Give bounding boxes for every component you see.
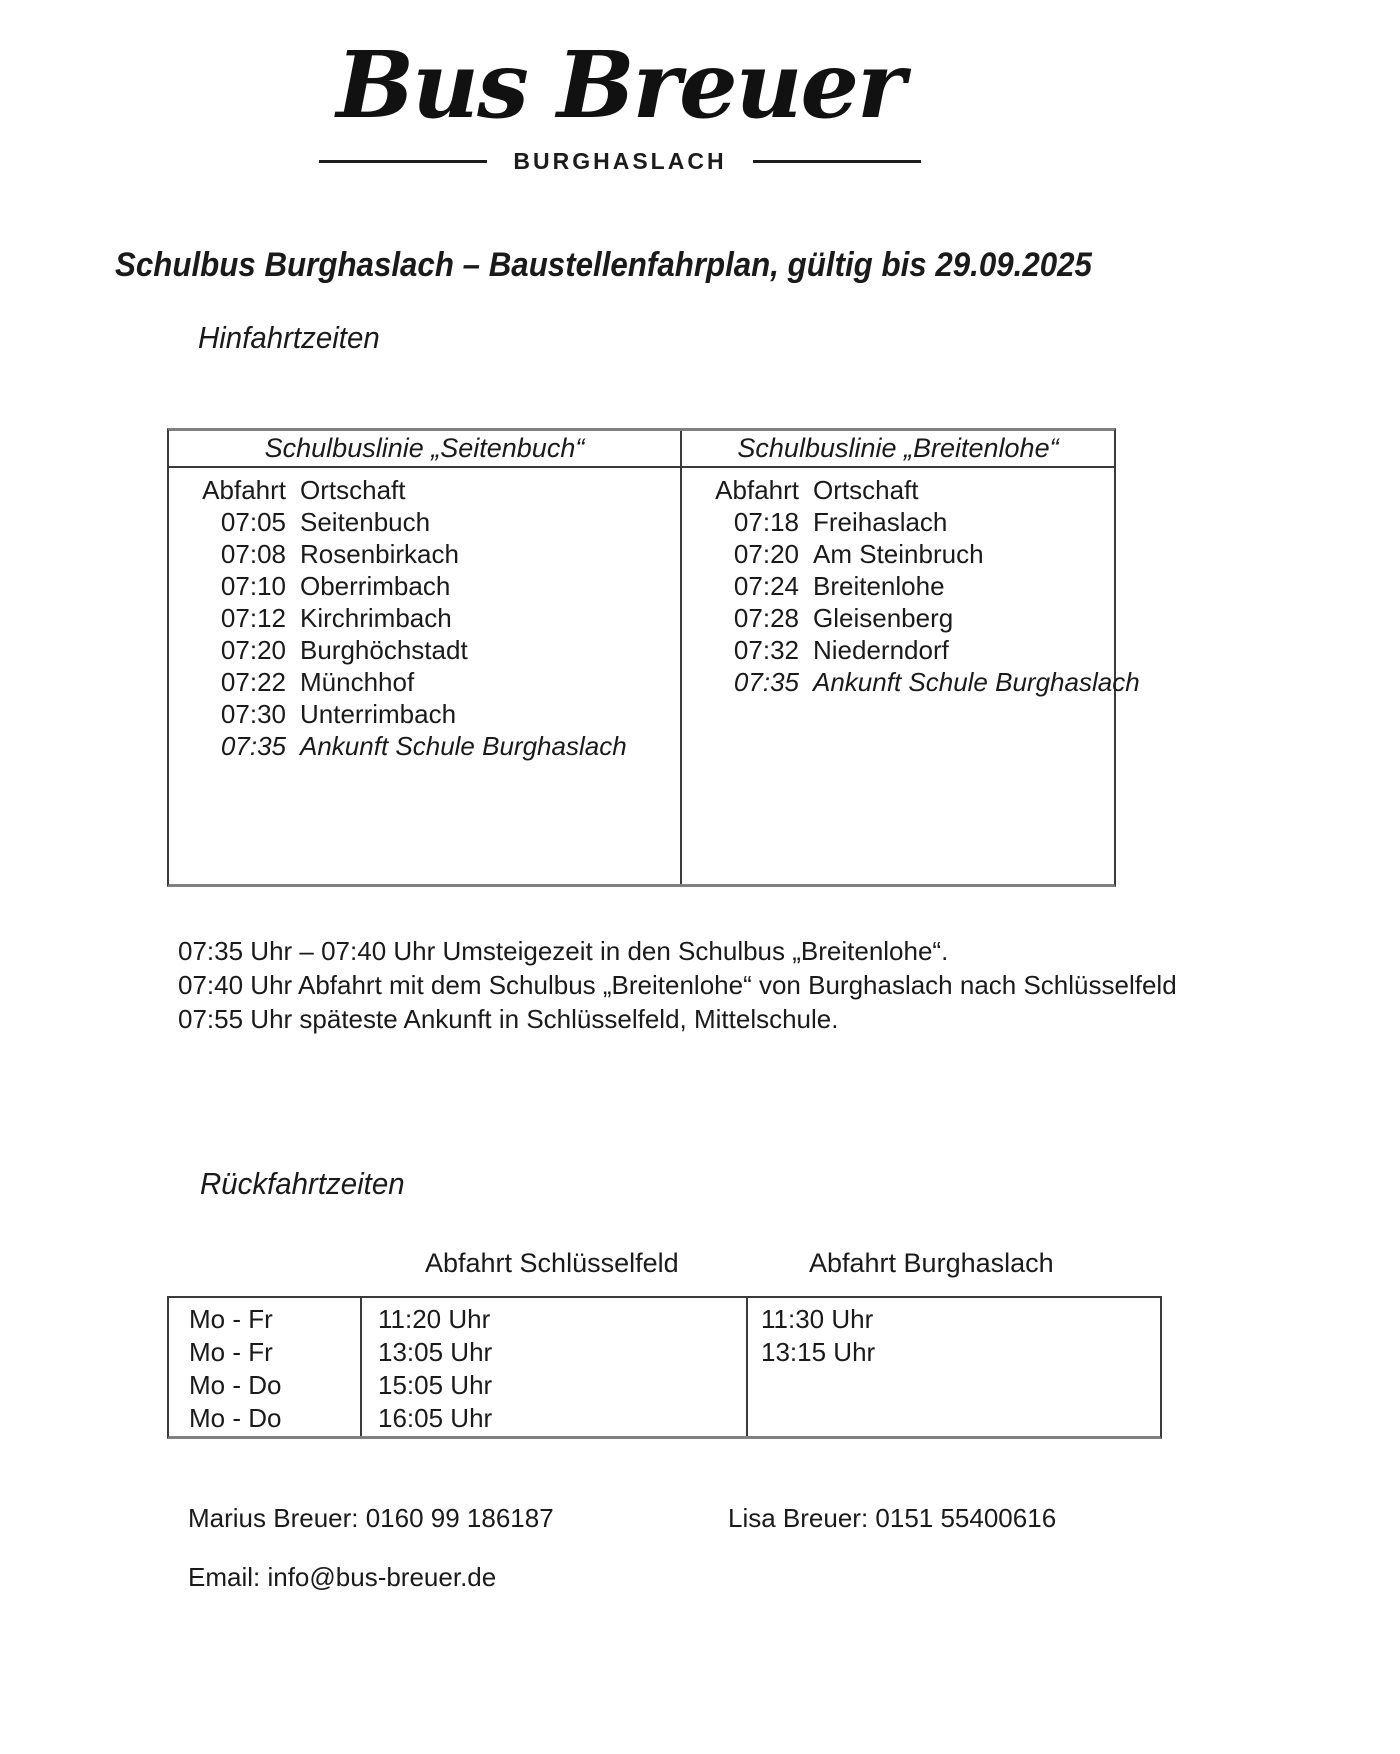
stop-place: Rosenbirkach bbox=[300, 538, 459, 569]
stop-time: 07:24 bbox=[733, 570, 799, 601]
days-cell: Mo - Do bbox=[189, 1403, 282, 1433]
brand-logo: Bus Breuer bbox=[336, 31, 904, 139]
stop-place: Niederndorf bbox=[813, 634, 949, 665]
contact-marius: Marius Breuer: 0160 99 186187 bbox=[188, 1503, 554, 1533]
return-heading: Rückfahrtzeiten bbox=[200, 1166, 405, 1201]
stop-place: Münchhof bbox=[300, 666, 415, 697]
days-cell: Mo - Do bbox=[189, 1370, 282, 1400]
logo-block bbox=[0, 0, 1240, 175]
stop-time: 07:10 bbox=[220, 570, 286, 601]
outbound-table-body bbox=[169, 468, 1140, 884]
label-abfahrt-schluesselfeld: Abfahrt Schlüsselfeld bbox=[425, 1248, 679, 1278]
return-table bbox=[167, 1296, 1162, 1439]
stop-row bbox=[181, 538, 680, 570]
note-line: 07:40 Uhr Abfahrt mit dem Schulbus „Breitenlohe“ von Burghaslach nach Schlüsselfeld bbox=[178, 970, 1177, 1000]
days-cell: Mo - Fr bbox=[189, 1304, 273, 1334]
column-headers bbox=[181, 474, 680, 506]
stop-place: Breitenlohe bbox=[813, 570, 945, 601]
departure-cell: 13:05 Uhr bbox=[378, 1337, 493, 1367]
stop-time: 07:18 bbox=[733, 506, 799, 537]
stop-row bbox=[181, 570, 680, 602]
stop-time: 07:20 bbox=[220, 634, 286, 665]
departure-cell: 13:15 Uhr bbox=[761, 1337, 876, 1367]
stop-time: 07:12 bbox=[220, 602, 286, 633]
stop-place: Kirchrimbach bbox=[300, 602, 452, 633]
stop-place: Gleisenberg bbox=[813, 602, 954, 633]
stop-place: Am Steinbruch bbox=[813, 538, 984, 569]
stop-place: Seitenbuch bbox=[300, 506, 431, 537]
line-title-breitenlohe: Schulbuslinie „Breitenlohe“ bbox=[737, 433, 1059, 463]
stop-row bbox=[181, 602, 680, 634]
stop-time: 07:28 bbox=[733, 602, 799, 633]
return-schluesselfeld-column bbox=[362, 1298, 748, 1436]
stop-place: Ankunft Schule Burghaslach bbox=[813, 666, 1140, 697]
left-rule bbox=[319, 160, 487, 163]
return-burghaslach-column bbox=[748, 1298, 1160, 1436]
stop-row bbox=[694, 538, 1114, 570]
stop-row bbox=[694, 506, 1114, 538]
stop-time: 07:08 bbox=[220, 538, 286, 569]
place-col-header: Ortschaft bbox=[813, 474, 919, 505]
return-column-labels bbox=[0, 1248, 1400, 1282]
stop-place: Oberrimbach bbox=[300, 570, 451, 601]
page-title: Schulbus Burghaslach – Baustellenfahrplan, gültig bis 29.09.2025 bbox=[115, 246, 1092, 284]
time-col-header: Abfahrt bbox=[202, 474, 286, 505]
departure-cell: 15:05 Uhr bbox=[378, 1370, 493, 1400]
stop-time: 07:35 bbox=[733, 666, 799, 697]
brand-subtitle-row bbox=[0, 148, 1240, 175]
departure-cell: 16:05 Uhr bbox=[378, 1403, 493, 1433]
stop-row bbox=[181, 698, 680, 730]
departure-cell: 11:30 Uhr bbox=[761, 1304, 874, 1334]
stop-time: 07:20 bbox=[733, 538, 799, 569]
outbound-heading: Hinfahrtzeiten bbox=[198, 320, 380, 355]
transfer-notes bbox=[178, 934, 1177, 1036]
stop-row bbox=[181, 634, 680, 666]
outbound-column-seitenbuch bbox=[169, 468, 682, 884]
time-col-header: Abfahrt bbox=[715, 474, 799, 505]
stop-time: 07:32 bbox=[733, 634, 799, 665]
stop-time: 07:35 bbox=[220, 730, 286, 761]
stop-row bbox=[181, 666, 680, 698]
days-cell: Mo - Fr bbox=[189, 1337, 273, 1367]
line-title-seitenbuch: Schulbuslinie „Seitenbuch“ bbox=[169, 431, 682, 466]
note-line: 07:55 Uhr späteste Ankunft in Schlüsselfeld, Mittelschule. bbox=[178, 1004, 839, 1034]
return-days-column bbox=[169, 1298, 362, 1436]
right-rule bbox=[753, 160, 921, 163]
stop-place: Unterrimbach bbox=[300, 698, 457, 729]
stop-place: Ankunft Schule Burghaslach bbox=[300, 730, 627, 761]
contact-lisa: Lisa Breuer: 0151 55400616 bbox=[728, 1503, 1057, 1533]
departure-cell: 11:20 Uhr bbox=[378, 1304, 491, 1334]
stop-row bbox=[694, 570, 1114, 602]
departure-cell bbox=[748, 1369, 1160, 1402]
outbound-column-breitenlohe bbox=[682, 468, 1140, 884]
stop-row bbox=[694, 634, 1114, 666]
stop-row bbox=[694, 602, 1114, 634]
note-line: 07:35 Uhr – 07:40 Uhr Umsteigezeit in den Schulbus „Breitenlohe“. bbox=[178, 936, 949, 966]
stop-time: 07:05 bbox=[220, 506, 286, 537]
stop-place: Freihaslach bbox=[813, 506, 948, 537]
stop-row-arrival bbox=[694, 666, 1140, 698]
outbound-table bbox=[167, 428, 1140, 887]
departure-cell bbox=[748, 1402, 1160, 1435]
outbound-table-header bbox=[169, 431, 1114, 468]
stop-place: Burghöchstadt bbox=[300, 634, 468, 665]
brand-subtitle: BURGHASLACH bbox=[513, 148, 727, 175]
stop-row-arrival bbox=[181, 730, 680, 762]
contact-email: Email: info@bus-breuer.de bbox=[188, 1562, 497, 1592]
column-headers bbox=[694, 474, 1114, 506]
stop-row bbox=[181, 506, 680, 538]
stop-time: 07:30 bbox=[220, 698, 286, 729]
label-abfahrt-burghaslach: Abfahrt Burghaslach bbox=[809, 1248, 1054, 1278]
place-col-header: Ortschaft bbox=[300, 474, 406, 505]
stop-time: 07:22 bbox=[220, 666, 286, 697]
